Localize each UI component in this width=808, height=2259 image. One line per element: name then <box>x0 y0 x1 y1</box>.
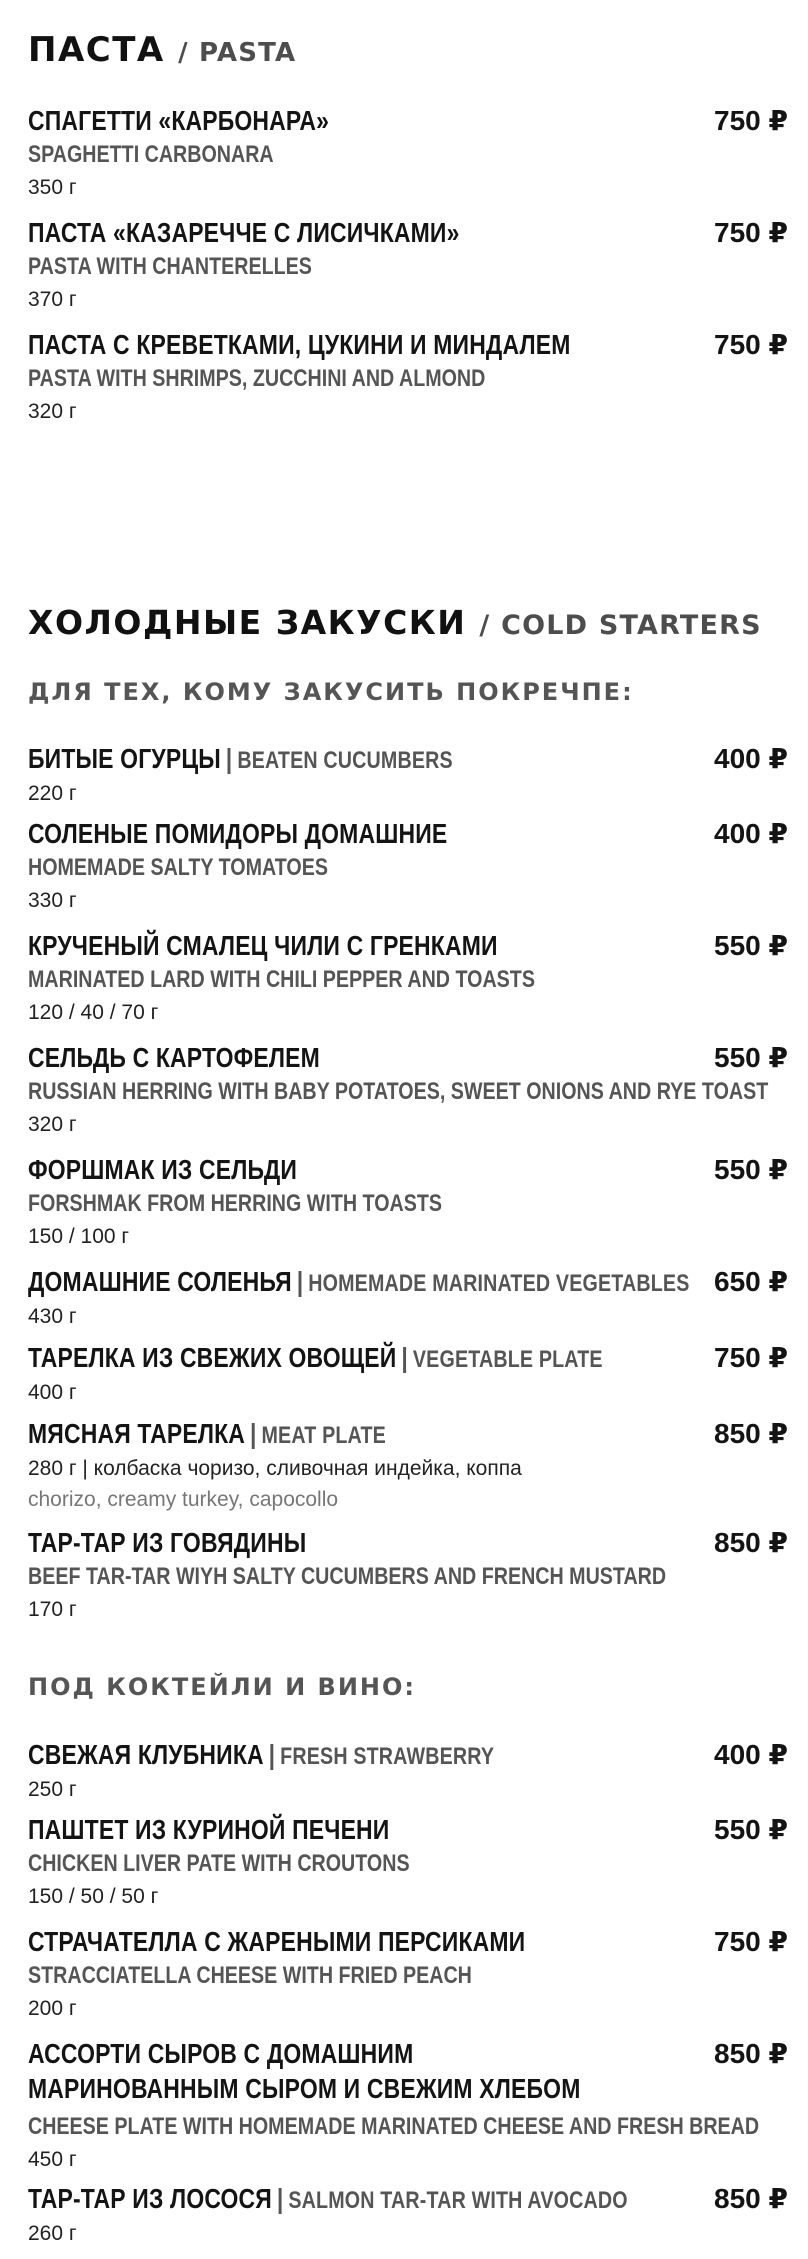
item-weight: 430 г <box>28 1305 77 1328</box>
section-title-en: / PASTA <box>178 38 297 68</box>
item-name: ПАСТА С КРЕВЕТКАМИ, ЦУКИНИ И МИНДАЛЕМ <box>28 329 571 360</box>
item-price: 400 ₽ <box>714 1739 788 1770</box>
section-title-ru: ХОЛОДНЫЕ ЗАКУСКИ <box>28 603 467 642</box>
item-weight: 370 г <box>28 288 77 311</box>
menu-item <box>28 816 788 917</box>
menu-item <box>28 2181 788 2250</box>
item-price: 850 ₽ <box>714 2038 788 2069</box>
item-price: 650 ₽ <box>714 1266 788 1297</box>
item-name: ФОРШМАК ИЗ СЕЛЬДИ <box>28 1154 298 1185</box>
item-name: БИТЫЕ ОГУРЦЫ <box>28 743 221 774</box>
item-name: СЕЛЬДЬ С КАРТОФЕЛЕМ <box>28 1042 320 1073</box>
item-price: 550 ₽ <box>714 1154 788 1185</box>
item-price: 400 ₽ <box>714 818 788 849</box>
group-heading: ДЛЯ ТЕХ, КОМУ ЗАКУСИТЬ ПОКРЕЧПЕ: <box>28 678 634 706</box>
item-name-en: MEAT PLATE <box>261 1422 386 1449</box>
section-title-en: / COLD STARTERS <box>479 610 762 641</box>
item-name-en: RUSSIAN HERRING WITH BABY POTATOES, SWEET ONIONS AND RYE TOAST <box>28 1078 769 1105</box>
item-price: 750 ₽ <box>714 329 788 360</box>
item-weight: 320 г <box>28 1113 77 1136</box>
menu-item <box>28 1924 788 2025</box>
item-name-en: FRESH STRAWBERRY <box>280 1743 495 1770</box>
item-name-en: FORSHMAK FROM HERRING WITH TOASTS <box>28 1190 442 1217</box>
menu-item <box>28 1040 788 1141</box>
item-name: ПАСТА «КАЗАРЕЧЧЕ С ЛИСИЧКАМИ» <box>28 217 460 248</box>
item-name: СТРАЧАТЕЛЛА С ЖАРЕНЫМИ ПЕРСИКАМИ <box>28 1926 526 1957</box>
item-name-line <box>28 741 651 778</box>
menu-item <box>28 741 788 810</box>
menu-item <box>28 2036 788 2176</box>
item-name-en: PASTA WITH SHRIMPS, ZUCCHINI AND ALMOND <box>28 365 486 392</box>
menu-item <box>28 1737 788 1806</box>
item-price: 850 ₽ <box>714 1527 788 1558</box>
menu-item <box>28 1152 788 1253</box>
item-name: ПАШТЕТ ИЗ КУРИНОЙ ПЕЧЕНИ <box>28 1814 390 1845</box>
item-name-en: PASTA WITH CHANTERELLES <box>28 253 312 280</box>
item-weight: 150 / 100 г <box>28 1225 130 1248</box>
menu-item <box>28 327 788 428</box>
item-desc-en: chorizo, creamy turkey, capocollo <box>28 1488 339 1511</box>
section-title-cold <box>28 603 762 642</box>
menu-item <box>28 1812 788 1913</box>
item-price: 750 ₽ <box>714 1926 788 1957</box>
item-weight: 150 / 50 / 50 г <box>28 1885 159 1908</box>
item-name: СВЕЖАЯ КЛУБНИКА <box>28 1739 264 1770</box>
item-weight: 450 г <box>28 2148 77 2171</box>
item-name-en: HOMEMADE SALTY TOMATOES <box>28 854 328 881</box>
item-name-en: BEATEN CUCUMBERS <box>237 747 453 774</box>
item-name-line-2: МАРИНОВАННЫМ СЫРОМ И СВЕЖИМ ХЛЕБОМ <box>28 2073 581 2104</box>
item-weight: 320 г <box>28 400 77 423</box>
item-name: ТАР-ТАР ИЗ ГОВЯДИНЫ <box>28 1527 307 1558</box>
item-weight: 250 г <box>28 1778 77 1801</box>
item-price: 850 ₽ <box>714 2183 788 2214</box>
menu-item <box>28 1416 788 1515</box>
item-name-line <box>28 1737 651 1774</box>
item-weight: 220 г <box>28 782 77 805</box>
item-name-en: SPAGHETTI CARBONARA <box>28 141 274 168</box>
item-name-en: VEGETABLE PLATE <box>412 1346 603 1373</box>
item-price: 750 ₽ <box>714 105 788 136</box>
item-name: АССОРТИ СЫРОВ С ДОМАШНИМ <box>28 2038 414 2069</box>
item-name-en: SALMON TAR-TAR WITH AVOCADO <box>288 2187 628 2214</box>
item-name-line <box>28 1416 651 1453</box>
item-weight: 330 г <box>28 889 77 912</box>
item-name-line <box>28 2181 651 2218</box>
menu-item <box>28 928 788 1029</box>
separator: | <box>296 1266 304 1297</box>
section-title-ru: ПАСТА <box>28 30 165 70</box>
item-weight: 400 г <box>28 1381 77 1404</box>
item-name-en: MARINATED LARD WITH CHILI PEPPER AND TOASTS <box>28 966 535 993</box>
menu-item <box>28 103 788 204</box>
item-weight: 260 г <box>28 2222 77 2245</box>
item-name-line <box>28 1340 651 1377</box>
menu-item <box>28 1264 788 1333</box>
item-name-line <box>28 1264 690 1301</box>
menu-item <box>28 215 788 316</box>
item-name: КРУЧЕНЫЙ СМАЛЕЦ ЧИЛИ С ГРЕНКАМИ <box>28 930 498 961</box>
item-weight: 350 г <box>28 176 77 199</box>
item-price: 550 ₽ <box>714 1042 788 1073</box>
item-name: ТАР-ТАР ИЗ ЛОСОСЯ <box>28 2183 272 2214</box>
item-price: 550 ₽ <box>714 1814 788 1845</box>
item-price: 400 ₽ <box>714 743 788 774</box>
item-name-en: CHICKEN LIVER PATE WITH CROUTONS <box>28 1850 410 1877</box>
item-name: МЯСНАЯ ТАРЕЛКА <box>28 1418 246 1449</box>
group-heading: ПОД КОКТЕЙЛИ И ВИНО: <box>28 1673 416 1701</box>
item-name-en: STRACCIATELLA CHEESE WITH FRIED PEACH <box>28 1962 472 1989</box>
menu-item <box>28 1340 788 1409</box>
item-name: СОЛЕНЫЕ ПОМИДОРЫ ДОМАШНИЕ <box>28 818 448 849</box>
separator: | <box>276 2183 284 2214</box>
separator: | <box>401 1342 408 1373</box>
item-price: 850 ₽ <box>714 1418 788 1449</box>
section-title-pasta <box>28 30 296 70</box>
item-weight: 170 г <box>28 1598 77 1621</box>
item-name-en: HOMEMADE MARINATED VEGETABLES <box>308 1270 690 1297</box>
item-price: 750 ₽ <box>714 1342 788 1373</box>
item-name-en: BEEF TAR-TAR WIYH SALTY CUCUMBERS AND FRENCH MUSTARD <box>28 1563 667 1590</box>
separator: | <box>249 1418 257 1449</box>
item-weight: 200 г <box>28 1997 77 2020</box>
separator: | <box>225 743 233 774</box>
separator: | <box>268 1739 276 1770</box>
item-weight: 120 / 40 / 70 г <box>28 1001 159 1024</box>
item-price: 550 ₽ <box>714 930 788 961</box>
menu-item <box>28 1525 788 1626</box>
item-name: СПАГЕТТИ «КАРБОНАРА» <box>28 105 330 136</box>
item-price: 750 ₽ <box>714 217 788 248</box>
item-name-en: CHEESE PLATE WITH HOMEMADE MARINATED CHEESE AND FRESH BREAD <box>28 2113 760 2140</box>
item-name: ТАРЕЛКА ИЗ СВЕЖИХ ОВОЩЕЙ <box>28 1342 397 1373</box>
item-name: ДОМАШНИЕ СОЛЕНЬЯ <box>28 1266 292 1297</box>
item-weight: 280 г | колбаска чоризо, сливочная индейка, коппа <box>28 1457 522 1480</box>
